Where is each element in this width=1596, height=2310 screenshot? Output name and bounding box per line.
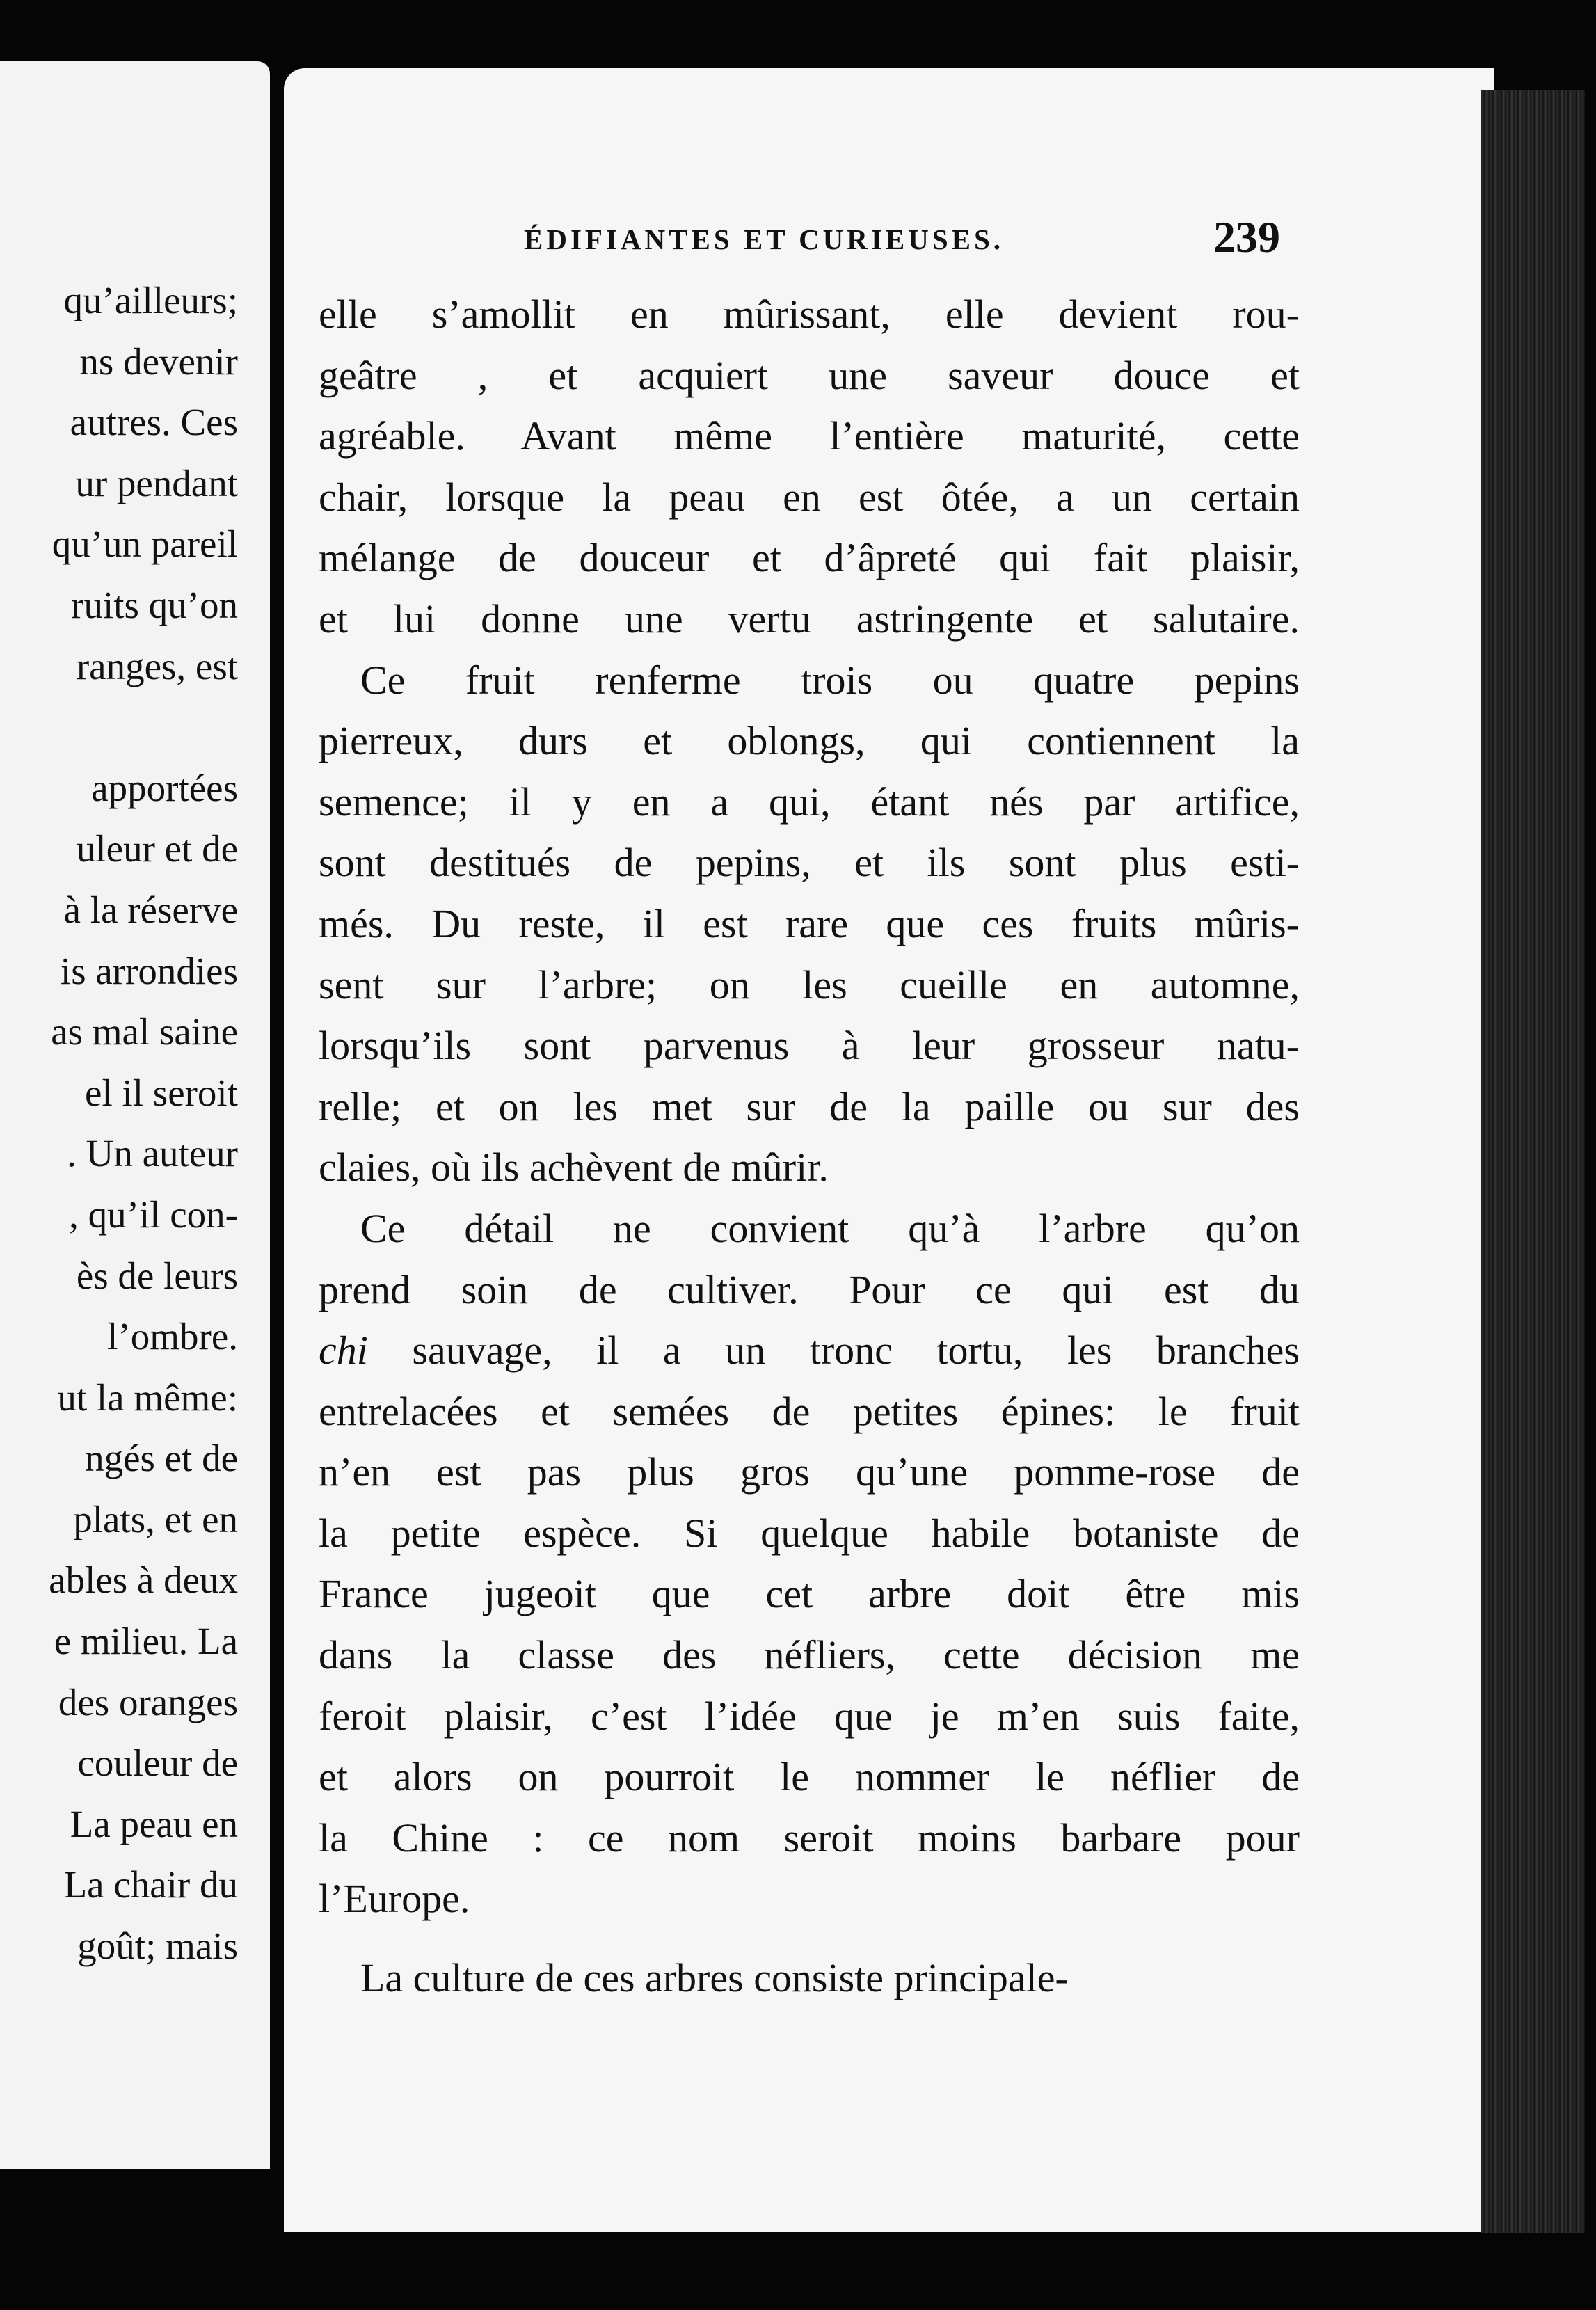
left-line: ables à deux	[49, 1559, 238, 1602]
running-head: ÉDIFIANTES ET CURIEUSES.	[524, 223, 1005, 255]
text-line: et alors on pourroit le nommer le néflier de	[319, 1754, 1300, 1800]
left-line: des oranges	[58, 1680, 238, 1723]
text-line: n’en est pas plus gros qu’une pomme-rose de	[319, 1449, 1300, 1495]
left-line: uleur et de	[76, 827, 238, 870]
text-line: La culture de ces arbres consiste principale-	[360, 1955, 1069, 2001]
left-line: ut la même:	[57, 1376, 238, 1419]
text-line: claies, où ils achèvent de mûrir.	[319, 1145, 829, 1190]
left-line: à la réserve	[63, 888, 238, 931]
left-line: l’ombre.	[107, 1315, 238, 1358]
book-page-edge	[1481, 90, 1585, 2233]
text-line: sont destitués de pepins, et ils sont plus esti-	[319, 840, 1300, 886]
left-line: qu’ailleurs;	[63, 279, 238, 321]
text-line: elle s’amollit en mûrissant, elle devient rou-	[319, 292, 1300, 337]
text-line: chair, lorsque la peau en est ôtée, a un certain	[319, 474, 1300, 520]
left-line: qu’un pareil	[51, 523, 238, 566]
left-line: ruits qu’on	[71, 583, 238, 626]
left-line: La chair du	[63, 1863, 238, 1906]
text-line: dans la classe des néfliers, cette décision me	[319, 1632, 1300, 1678]
text-line: feroit plaisir, c’est l’idée que je m’en suis faite,	[319, 1693, 1300, 1739]
left-line: ngés et de	[85, 1437, 238, 1480]
text-span: sauvage, il a un tronc tortu, les branches	[367, 1328, 1300, 1373]
text-line: prend soin de cultiver. Pour ce qui est du	[319, 1266, 1300, 1312]
paragraph	[319, 650, 1300, 1198]
text-line: et lui donne une vertu astringente et salutaire.	[319, 596, 1300, 642]
text-line: sent sur l’arbre; on les cueille en automne,	[319, 962, 1300, 1007]
right-page	[284, 68, 1494, 2232]
left-line: . Un auteur	[67, 1132, 238, 1175]
text-line: Ce détail ne convient qu’à l’arbre qu’on	[360, 1205, 1300, 1251]
paragraph	[319, 1198, 1300, 1929]
italic-term: chi	[319, 1328, 368, 1373]
paragraph-gap	[319, 1929, 1300, 1947]
left-line: is arrondies	[60, 949, 238, 992]
left-page	[0, 61, 270, 2169]
text-line: agréable. Avant même l’entière maturité, cette	[319, 413, 1300, 459]
left-line: ranges, est	[76, 644, 238, 687]
paragraph	[319, 284, 1300, 650]
text-line: més. Du reste, il est rare que ces fruits mûris-	[319, 900, 1300, 946]
text-line: lorsqu’ils sont parvenus à leur grosseur natu-	[319, 1023, 1300, 1069]
left-line: plats, et en	[73, 1497, 238, 1540]
paragraph	[319, 1947, 1300, 2009]
page-body	[319, 284, 1300, 2009]
left-line: autres. Ces	[70, 401, 238, 444]
text-line: relle; et on les met sur de la paille ou sur des	[319, 1083, 1300, 1129]
left-line: La peau en	[70, 1802, 238, 1845]
text-line: Ce fruit renferme trois ou quatre pepins	[360, 657, 1300, 703]
text-line: semence; il y en a qui, étant nés par artifice,	[319, 779, 1300, 825]
text-line: France jugeoit que cet arbre doit être mis	[319, 1571, 1300, 1617]
left-line: ur pendant	[75, 461, 238, 504]
left-line: as mal saine	[51, 1010, 238, 1053]
left-line	[0, 696, 238, 758]
text-line: entrelacées et semées de petites épines: le fruit	[319, 1388, 1300, 1434]
page-header	[284, 68, 1494, 298]
text-line: la petite espèce. Si quelque habile botaniste de	[319, 1510, 1300, 1556]
left-line: , qu’il con-	[69, 1193, 238, 1236]
left-line: el il seroit	[85, 1071, 238, 1114]
text-line: pierreux, durs et oblongs, qui contiennent la	[319, 718, 1300, 764]
page-number: 239	[1213, 212, 1280, 262]
text-line: geâtre , et acquiert une saveur douce et	[319, 352, 1300, 398]
left-line: couleur de	[77, 1742, 238, 1785]
text-line: la Chine : ce nom seroit moins barbare pour	[319, 1815, 1300, 1861]
left-line: goût; mais	[77, 1925, 238, 1968]
text-line	[319, 1320, 1300, 1381]
left-line: ns devenir	[79, 340, 238, 383]
left-page-text	[0, 270, 238, 1977]
text-line: l’Europe.	[319, 1876, 470, 1922]
left-line: ès de leurs	[76, 1254, 238, 1297]
text-line: mélange de douceur et d’âpreté qui fait plaisir,	[319, 535, 1300, 581]
left-line: apportées	[91, 766, 238, 809]
left-line: e milieu. La	[54, 1620, 238, 1663]
